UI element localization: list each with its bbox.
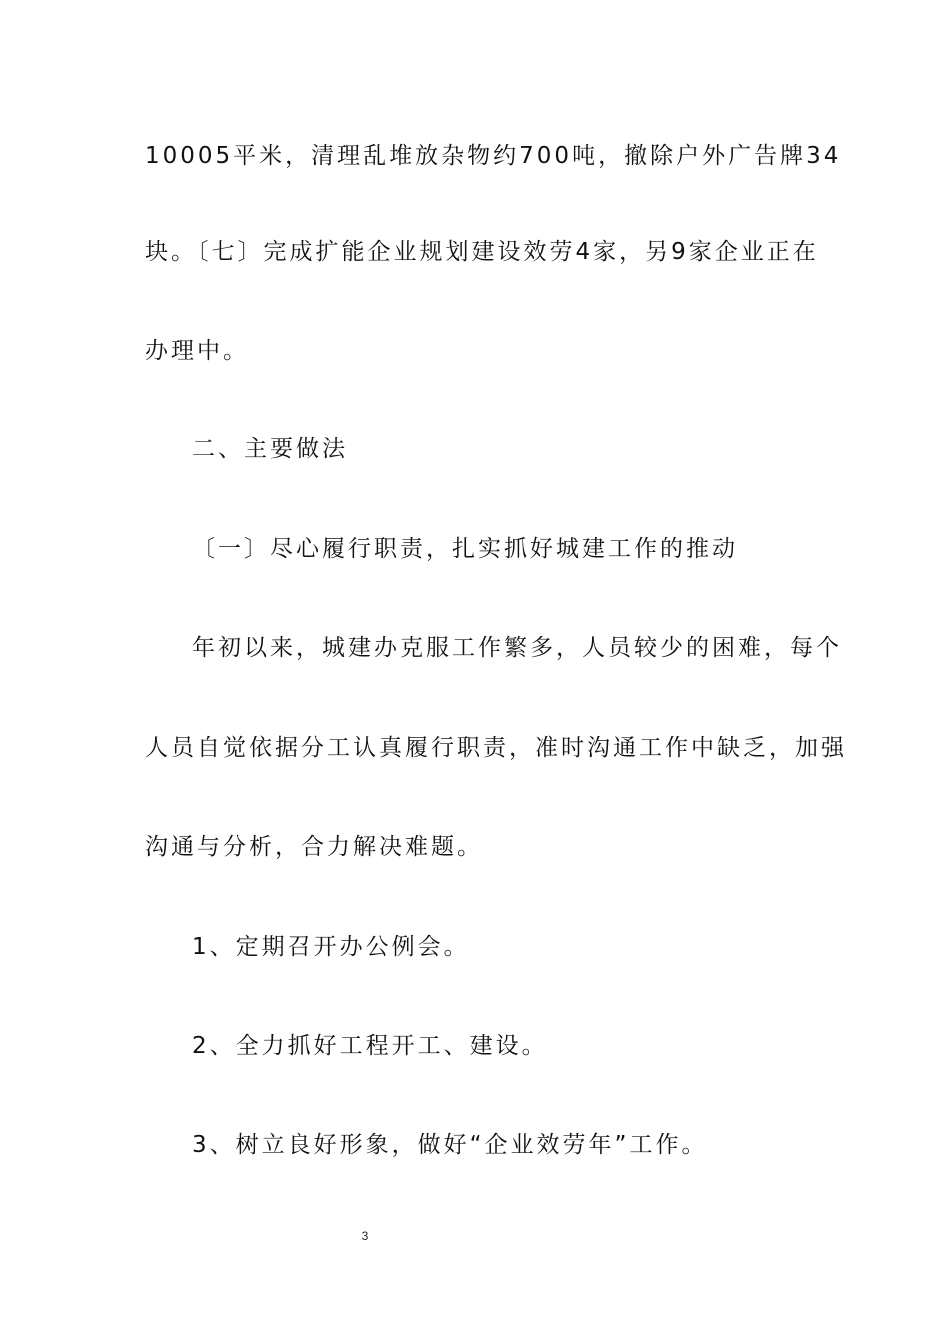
text-line-3: 办理中。 xyxy=(145,338,249,364)
paragraph-line-3: 沟通与分析，合力解决难题。 xyxy=(145,834,483,860)
paragraph-line-1: 年初以来，城建办克服工作繁多，人员较少的困难，每个 xyxy=(192,635,842,661)
subsection-heading: 〔一〕尽心履行职责，扎实抓好城建工作的推动 xyxy=(192,536,738,562)
page-number: 3 xyxy=(361,1229,369,1243)
paragraph-line-2: 人员自觉依据分工认真履行职责，准时沟通工作中缺乏，加强 xyxy=(145,735,847,761)
list-item-2: 2、全力抓好工程开工、建设。 xyxy=(192,1033,548,1059)
section-heading: 二、主要做法 xyxy=(192,436,348,462)
list-item-1: 1、定期召开办公例会。 xyxy=(192,934,470,960)
text-line-2: 块。〔七〕完成扩能企业规划建设效劳4家，另9家企业正在 xyxy=(145,239,819,265)
text-line-1: 10005平米，清理乱堆放杂物约700吨，撤除户外广告牌34 xyxy=(145,143,842,169)
list-item-3: 3、树立良好形象，做好“企业效劳年”工作。 xyxy=(192,1132,708,1158)
